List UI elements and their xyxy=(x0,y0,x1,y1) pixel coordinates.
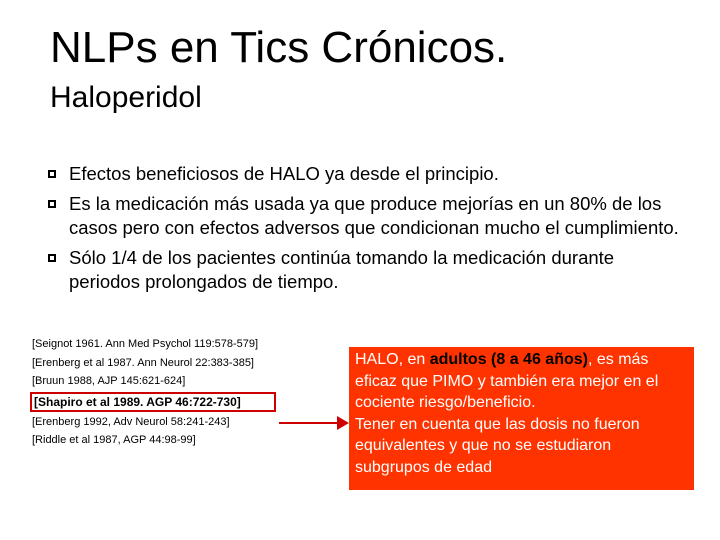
square-bullet-icon xyxy=(48,200,56,208)
reference-item: [Seignot 1961. Ann Med Psychol 119:578-579] xyxy=(32,338,259,350)
reference-item: [Erenberg et al 1987. Ann Neurol 22:383-385] xyxy=(32,356,254,369)
slide-title: NLPs en Tics Crónicos. xyxy=(50,23,508,72)
bullet-list xyxy=(48,162,688,300)
bullet-item xyxy=(48,246,688,294)
bullet-text: Es la medicación más usada ya que produce mejorías en un 80% de los casos pero con efectos adversos que condicionan mucho el cumplimiento. xyxy=(69,193,679,238)
bullet-text: Efectos beneficiosos de HALO ya desde el principio. xyxy=(69,163,499,184)
square-bullet-icon xyxy=(48,170,56,178)
slide-subtitle: Haloperidol xyxy=(50,81,202,114)
bullet-item xyxy=(48,192,688,240)
callout-box xyxy=(349,347,694,490)
callout-paragraph: Tener en cuenta que las dosis no fueron equivalentes y que no se estudiaron subgrupos de edad xyxy=(355,415,640,476)
reference-list xyxy=(32,335,282,450)
callout-text: HALO, en xyxy=(355,351,430,368)
bullet-item xyxy=(48,162,688,186)
highlighted-reference: [Shapiro et al 1989. AGP 46:722-730] xyxy=(30,392,276,412)
callout-text: , es más eficaz que PIMO y también era mejor en el cociente riesgo/beneficio. xyxy=(355,351,659,411)
arrow-right-icon xyxy=(279,411,351,435)
reference-item: [Erenberg 1992, Adv Neurol 58:241-243] xyxy=(32,415,230,428)
square-bullet-icon xyxy=(48,254,56,262)
callout-paragraph xyxy=(355,349,688,414)
reference-item: [Riddle et al 1987, AGP 44:98-99] xyxy=(32,434,196,446)
bullet-text: Sólo 1/4 de los pacientes continúa tomando la medicación durante periodos prolongados de tiempo. xyxy=(69,247,615,292)
reference-item: [Bruun 1988, AJP 145:621-624] xyxy=(32,375,186,387)
callout-emphasis: adultos (8 a 46 años) xyxy=(429,351,588,368)
